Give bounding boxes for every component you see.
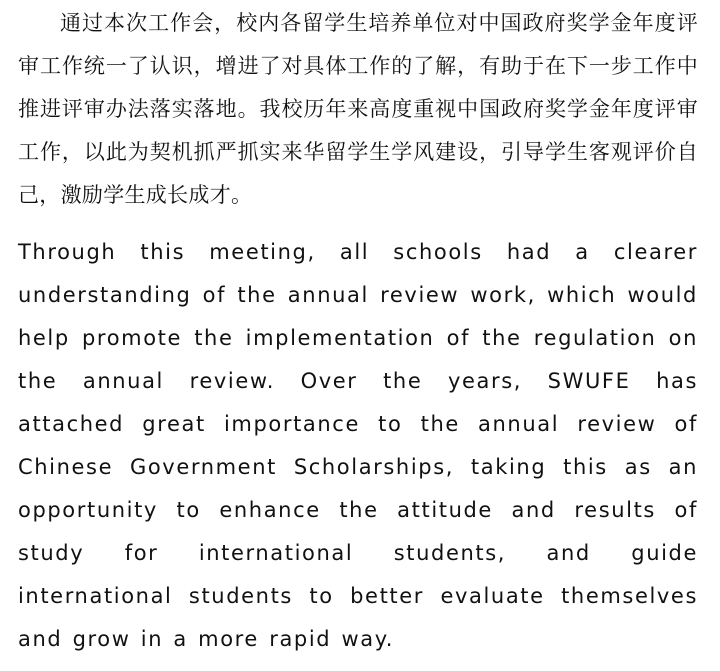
document-body — [18, 0, 698, 661]
english-paragraph: Through this meeting, all schools had a clearer understanding of the annual review work, which would help promote the implementation of the regulation on the annual review. Over the years, SWUFE has attached great importance to the annual review of Chinese Government Scholarships, taking this as an opportunity to enhance the attitude and results of study for international students, and guide international students to better evaluate themselves and grow in a more rapid way. — [18, 240, 698, 651]
chinese-paragraph: 通过本次工作会，校内各留学生培养单位对中国政府奖学金年度评审工作统一了认识，增进了对具体工作的了解，有助于在下一步工作中推进评审办法落实落地。我校历年来高度重视中国政府奖学金年度评审工作，以此为契机抓严抓实来华留学生学风建设，引导学生客观评价自己，激励学生成长成才。 — [18, 11, 698, 207]
